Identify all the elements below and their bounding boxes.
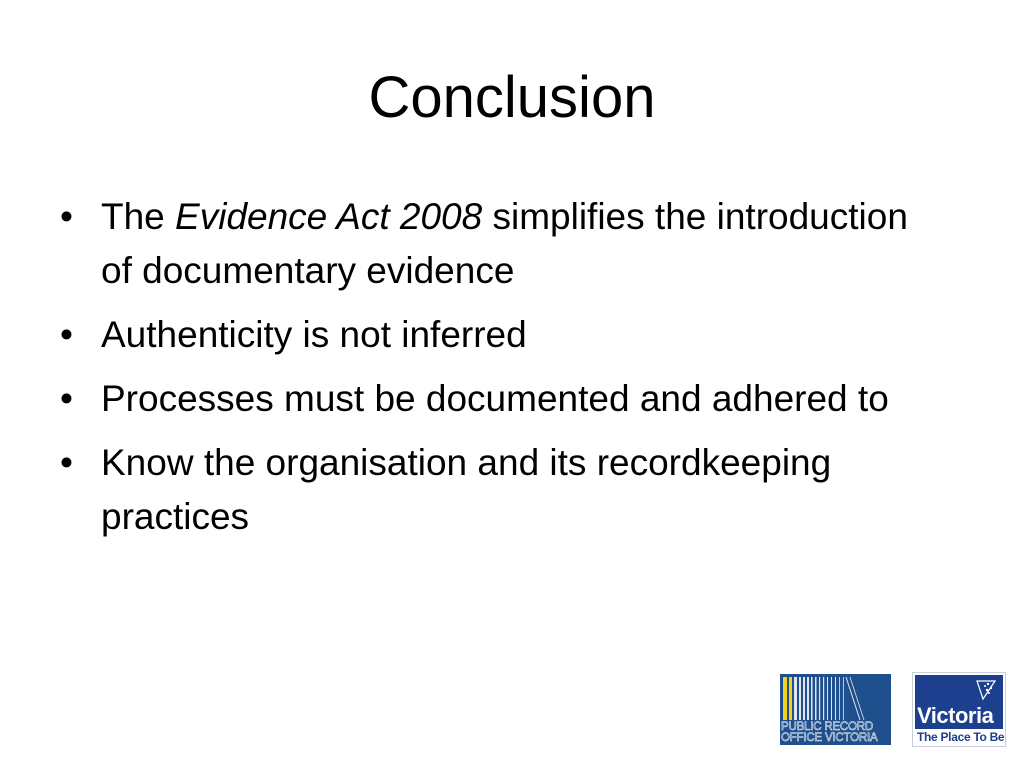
bullet-text-part-italic: Evidence Act 2008 (175, 196, 483, 237)
prov-logo-text (781, 722, 890, 744)
bullet-item (58, 436, 918, 544)
bullet-text-part: Authenticity is not inferred (101, 314, 527, 355)
public-record-office-victoria-logo (780, 674, 891, 745)
bullet-text-part: Processes must be documented and adhered to (101, 378, 889, 419)
bullet-item (58, 190, 918, 298)
slide-title: Conclusion (368, 65, 656, 130)
footer-logos (780, 672, 1006, 747)
bullet-item (58, 308, 918, 362)
prov-logo-line2: OFFICE VICTORIA (781, 732, 878, 744)
victoria-logo (912, 672, 1006, 747)
victoria-logo-tagline: The Place To Be (917, 730, 1005, 744)
bullet-text-part: The (101, 196, 176, 237)
prov-stripes-icon (780, 674, 891, 720)
bullet-item (58, 372, 918, 426)
victoria-logo-box (915, 675, 1003, 729)
bullet-text-part: Know the organisation and its recordkeeping practices (101, 442, 832, 537)
southern-cross-icon (975, 679, 997, 701)
bullet-list (58, 190, 918, 554)
bullet-icon: • (60, 442, 73, 483)
bullet-icon: • (60, 378, 73, 419)
bullet-icon: • (60, 314, 73, 355)
victoria-logo-name: Victoria (917, 703, 994, 728)
bullet-text-part: simplifies the introduction of documentary evidence (101, 196, 908, 291)
prov-logo-line1: PUBLIC RECORD (781, 721, 873, 733)
bullet-icon: • (60, 196, 73, 237)
